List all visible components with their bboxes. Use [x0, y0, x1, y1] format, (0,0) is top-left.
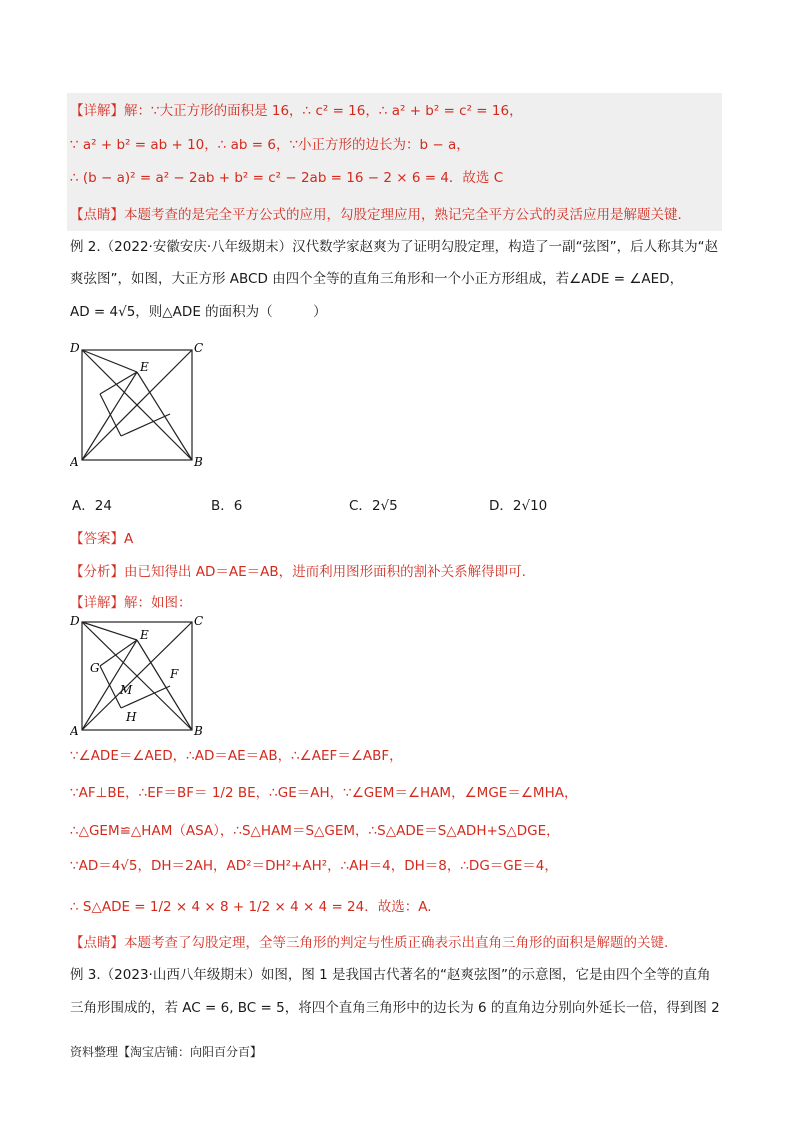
option-c[interactable]: [349, 494, 398, 514]
fig2-label-d: D: [70, 614, 80, 628]
option-b-value: 6: [233, 498, 243, 514]
step-3: ∴△GEM≌△HAM（ASA），∴S△HAM＝S△GEM，∴S△ADE＝S△ADH+S△DGE，: [70, 823, 560, 839]
inner-segment-1: [100, 394, 121, 436]
analysis-line: [70, 562, 526, 582]
fig2-label-h: H: [126, 710, 137, 724]
zhao-shuang-figure-2: [70, 612, 210, 737]
inner-segment-3-2: [100, 640, 137, 666]
option-a-value: 24: [94, 498, 112, 514]
detail-text: 解：∵大正方形的面积是 16，∴ c² = 16，∴ a² + b² = c² = 16，: [124, 103, 523, 119]
segment-eb-2: [137, 640, 192, 730]
footer-source: 资料整理【淘宝店铺：向阳百分百】: [70, 1045, 263, 1059]
option-a[interactable]: [72, 494, 112, 514]
answer-line: [70, 529, 133, 549]
fig2-label-g: G: [90, 661, 100, 675]
segment-ae: [82, 372, 137, 460]
example2-line-3: AD = 4√5，则△ADE 的面积为（ ）: [70, 304, 327, 320]
fig2-label-m: M: [120, 683, 133, 697]
answer-value: A: [124, 531, 134, 547]
analysis-label: 【分析】: [70, 564, 124, 580]
fig1-label-b: B: [194, 455, 203, 469]
example2-line-2: 爽弦图”，如图，大正方形 ABCD 由四个全等的直角三角形和一个小正方形组成，若∠ADE = ∠AED，: [70, 271, 684, 287]
step-2: ∵AF⊥BE，∴EF＝BF＝ 1/2 BE，∴GE＝AH，∵∠GEM＝∠HAM，∠MGE＝∠MHA，: [70, 785, 578, 801]
option-b-label: B．: [211, 498, 234, 514]
step-5: ∴ S△ADE = 1/2 × 4 × 8 + 1/2 × 4 × 4 = 24．故选：A.: [70, 899, 432, 915]
solution-line-3: ∴ (b − a)² = a² − 2ab + b² = c² − 2ab = 16 − 2 × 6 = 4．故选 C: [70, 170, 504, 186]
segment-de: [82, 350, 137, 372]
analysis-text: 由已知得出 AD＝AE＝AB，进而利用图形面积的割补关系解得即可.: [124, 564, 526, 580]
example3-line-1: 例 3.（2023·山西八年级期末）如图，图 1 是我国古代著名的“赵爽弦图”的示意图，它是由四个全等的直角: [70, 967, 711, 983]
solution-comment: [70, 205, 691, 225]
answer-label: 【答案】: [70, 531, 124, 547]
comment-label: 【点睛】: [70, 207, 124, 223]
inner-segment-2: [121, 414, 170, 436]
comment2-text: 本题考查了勾股定理，全等三角形的判定与性质正确表示出直角三角形的面积是解题的关键.: [124, 935, 669, 951]
option-a-label: A．: [72, 498, 95, 514]
fig2-label-e: E: [140, 628, 149, 642]
option-c-value: 2√5: [371, 498, 398, 514]
comment2-label: 【点睛】: [70, 935, 124, 951]
detail2-text: 解：如图：: [124, 595, 192, 611]
comment-text: 本题考查的是完全平方公式的应用，勾股定理应用，熟记完全平方公式的灵活应用是解题关键．: [124, 207, 691, 223]
fig2-label-a: A: [70, 724, 79, 737]
fig2-label-b: B: [194, 724, 203, 737]
zhao-shuang-figure-1: [70, 338, 210, 473]
step-4: ∵AD＝4√5，DH＝2AH，AD²＝DH²+AH²，∴AH＝4，DH＝8，∴DG＝GE＝4，: [70, 858, 558, 874]
detail2-label: 【详解】: [70, 595, 124, 611]
example2-line-1: 例 2.（2022·安徽安庆·八年级期末）汉代数学家赵爽为了证明勾股定理，构造了一副“弦图”，后人称其为“赵: [70, 239, 719, 255]
solution-line-2: ∵ a² + b² = ab + 10，∴ ab = 6，∵小正方形的边长为：b − a，: [70, 137, 470, 153]
inner-segment-3: [100, 372, 137, 394]
option-c-label: C．: [349, 498, 372, 514]
option-d-value: 2√10: [512, 498, 548, 514]
detail-line: [70, 593, 192, 613]
option-d-label: D．: [489, 498, 513, 514]
fig1-label-e: E: [140, 360, 149, 374]
option-d[interactable]: [489, 494, 547, 514]
detail-label: 【详解】: [70, 103, 124, 119]
fig2-label-c: C: [194, 614, 204, 628]
example3-line-2: 三角形围成的，若 AC = 6, BC = 5，将四个直角三角形中的边长为 6 的直角边分别向外延长一倍，得到图 2: [70, 1000, 720, 1016]
comment-line-2: [70, 933, 668, 953]
fig1-label-a: A: [70, 455, 79, 469]
option-b[interactable]: [211, 494, 242, 514]
solution-line-1: [70, 101, 523, 121]
fig1-label-d: D: [70, 341, 80, 355]
segment-de-2: [82, 622, 137, 640]
fig2-label-f: F: [170, 667, 179, 681]
fig1-label-c: C: [194, 341, 204, 355]
step-1: ∵∠ADE＝∠AED，∴AD＝AE＝AB，∴∠AEF＝∠ABF，: [70, 748, 403, 764]
